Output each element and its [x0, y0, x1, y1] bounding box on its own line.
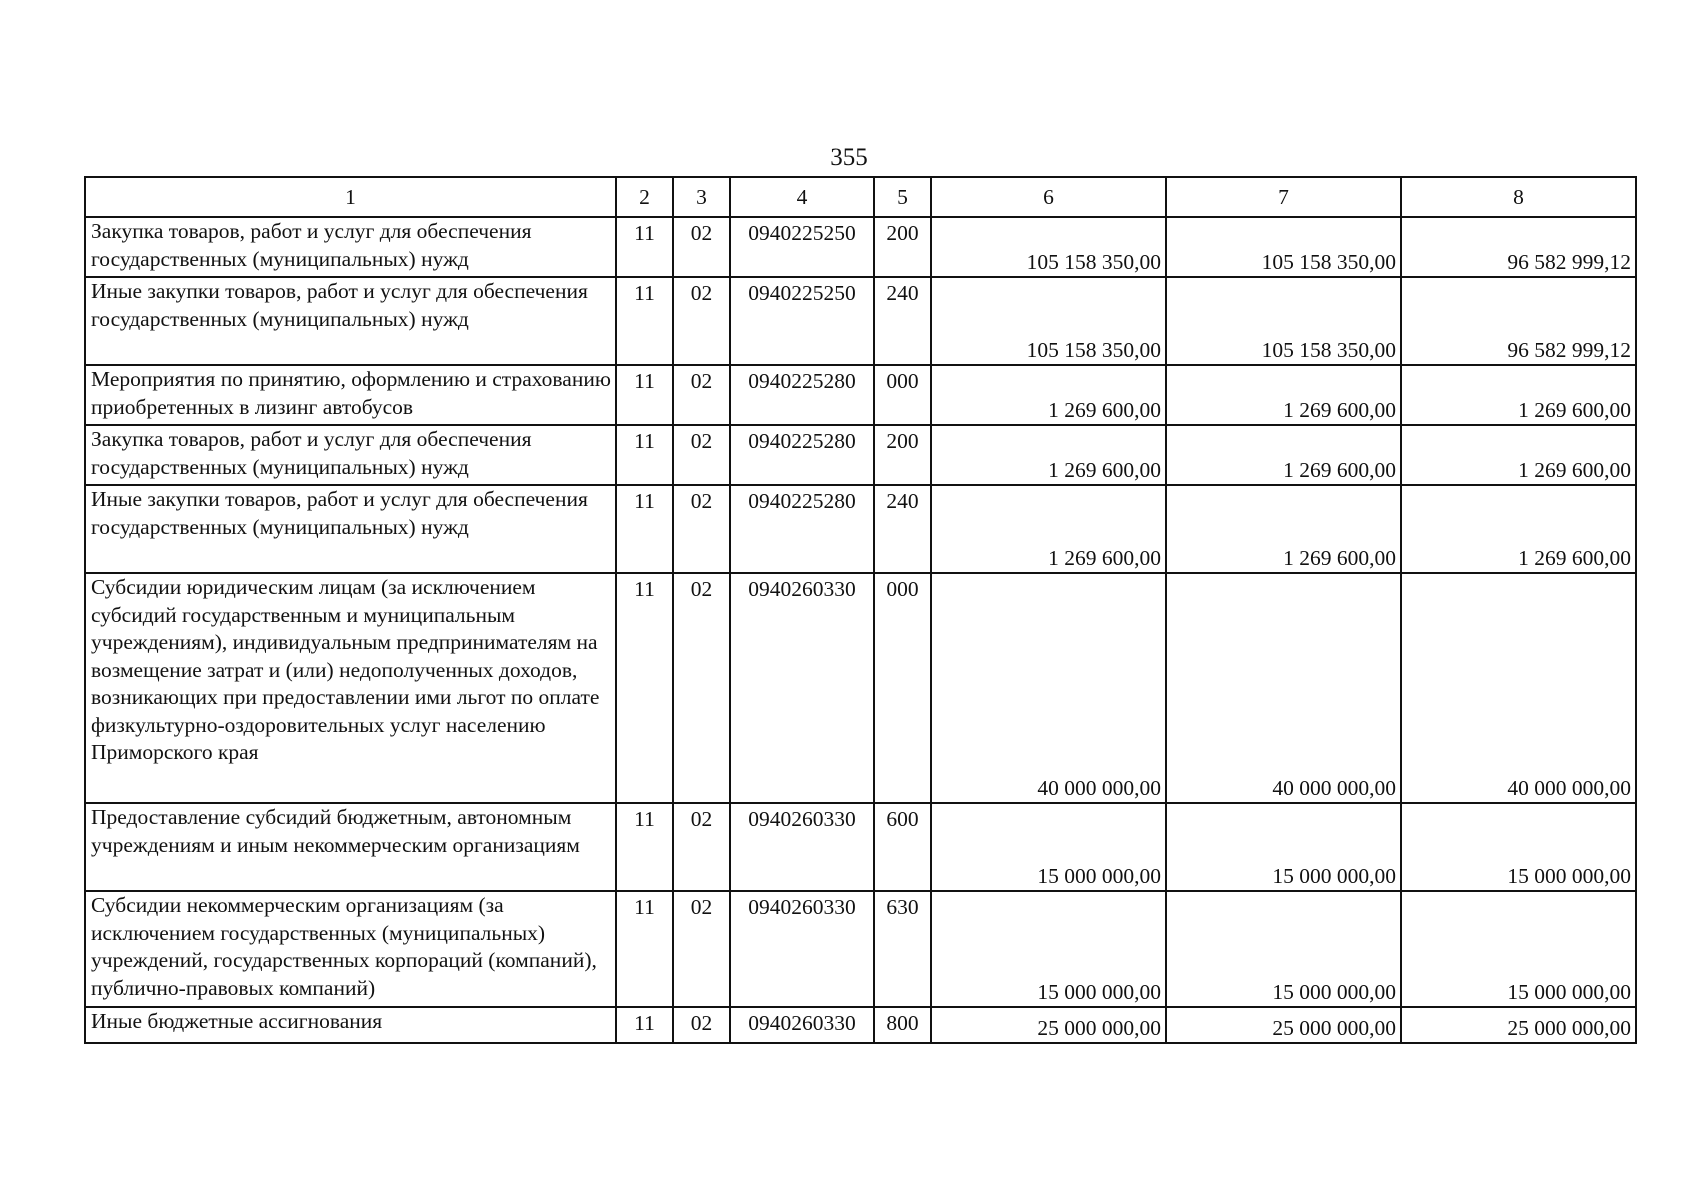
amount-cell-6: 1 269 600,00: [931, 485, 1166, 573]
table-row: [85, 485, 1636, 573]
section-code-cell: 11: [616, 425, 673, 485]
item-name-cell: Мероприятия по принятию, оформлению и страхованию приобретенных в лизинг автобусов: [85, 365, 616, 425]
header-cell: 7: [1166, 177, 1401, 217]
header-cell: 8: [1401, 177, 1636, 217]
expense-type-cell: 200: [874, 217, 931, 277]
item-name-cell: Иные закупки товаров, работ и услуг для обеспечения государственных (муниципальных) нужд: [85, 485, 616, 573]
amount-cell-7: 1 269 600,00: [1166, 485, 1401, 573]
amount-cell-8: 15 000 000,00: [1401, 891, 1636, 1007]
target-article-cell: 0940260330: [730, 803, 874, 891]
amount-cell-6: 1 269 600,00: [931, 365, 1166, 425]
page-number: 355: [830, 144, 868, 171]
amount-cell-7: 25 000 000,00: [1166, 1007, 1401, 1043]
section-code-cell: 11: [616, 277, 673, 365]
item-name-cell: Субсидии некоммерческим организациям (за исключением государственных (муниципальных) учреждений, государственных корпораций (компаний), публично-правовых компаний): [85, 891, 616, 1007]
expense-type-cell: 000: [874, 365, 931, 425]
subsection-code-cell: 02: [673, 803, 730, 891]
expense-type-cell: 200: [874, 425, 931, 485]
section-code-cell: 11: [616, 365, 673, 425]
subsection-code-cell: 02: [673, 217, 730, 277]
target-article-cell: 0940225250: [730, 217, 874, 277]
table-row: [85, 573, 1636, 803]
amount-cell-8: 15 000 000,00: [1401, 803, 1636, 891]
amount-cell-7: 105 158 350,00: [1166, 277, 1401, 365]
item-name-cell: Предоставление субсидий бюджетным, автономным учреждениям и иным некоммерческим организациям: [85, 803, 616, 891]
expense-type-cell: 240: [874, 485, 931, 573]
header-cell: 1: [85, 177, 616, 217]
amount-cell-8: 96 582 999,12: [1401, 277, 1636, 365]
section-code-cell: 11: [616, 217, 673, 277]
amount-cell-6: 1 269 600,00: [931, 425, 1166, 485]
amount-cell-6: 25 000 000,00: [931, 1007, 1166, 1043]
table-row: [85, 891, 1636, 1007]
amount-cell-8: 1 269 600,00: [1401, 365, 1636, 425]
target-article-cell: 0940260330: [730, 891, 874, 1007]
amount-cell-7: 15 000 000,00: [1166, 891, 1401, 1007]
target-article-cell: 0940225280: [730, 365, 874, 425]
header-cell: 5: [874, 177, 931, 217]
target-article-cell: 0940260330: [730, 1007, 874, 1043]
table-body: [85, 177, 1636, 1043]
subsection-code-cell: 02: [673, 1007, 730, 1043]
target-article-cell: 0940225280: [730, 425, 874, 485]
header-cell: 6: [931, 177, 1166, 217]
section-code-cell: 11: [616, 485, 673, 573]
amount-cell-7: 105 158 350,00: [1166, 217, 1401, 277]
expense-type-cell: 600: [874, 803, 931, 891]
header-cell: 3: [673, 177, 730, 217]
section-code-cell: 11: [616, 891, 673, 1007]
item-name-cell: Субсидии юридическим лицам (за исключением субсидий государственным и муниципальным учреждениям), индивидуальным предпринимателям на возмещение затрат и (или) недополученных доходов, возникающих при предоставлении ими льгот по оплате физкультурно-оздоровительных услуг населению Приморского края: [85, 573, 616, 803]
table-row: [85, 425, 1636, 485]
subsection-code-cell: 02: [673, 485, 730, 573]
subsection-code-cell: 02: [673, 573, 730, 803]
amount-cell-6: 40 000 000,00: [931, 573, 1166, 803]
section-code-cell: 11: [616, 803, 673, 891]
subsection-code-cell: 02: [673, 365, 730, 425]
target-article-cell: 0940225280: [730, 485, 874, 573]
expense-type-cell: 000: [874, 573, 931, 803]
item-name-cell: Закупка товаров, работ и услуг для обеспечения государственных (муниципальных) нужд: [85, 425, 616, 485]
amount-cell-8: 1 269 600,00: [1401, 425, 1636, 485]
table-row: [85, 803, 1636, 891]
subsection-code-cell: 02: [673, 425, 730, 485]
subsection-code-cell: 02: [673, 891, 730, 1007]
table-row: [85, 217, 1636, 277]
amount-cell-6: 15 000 000,00: [931, 803, 1166, 891]
header-cell: 4: [730, 177, 874, 217]
table-row: [85, 1007, 1636, 1043]
subsection-code-cell: 02: [673, 277, 730, 365]
amount-cell-7: 15 000 000,00: [1166, 803, 1401, 891]
target-article-cell: 0940260330: [730, 573, 874, 803]
expense-type-cell: 800: [874, 1007, 931, 1043]
section-code-cell: 11: [616, 573, 673, 803]
target-article-cell: 0940225250: [730, 277, 874, 365]
amount-cell-6: 15 000 000,00: [931, 891, 1166, 1007]
section-code-cell: 11: [616, 1007, 673, 1043]
amount-cell-7: 40 000 000,00: [1166, 573, 1401, 803]
table-row: [85, 365, 1636, 425]
amount-cell-8: 96 582 999,12: [1401, 217, 1636, 277]
amount-cell-6: 105 158 350,00: [931, 217, 1166, 277]
expense-type-cell: 240: [874, 277, 931, 365]
item-name-cell: Иные закупки товаров, работ и услуг для обеспечения государственных (муниципальных) нужд: [85, 277, 616, 365]
table-row: [85, 277, 1636, 365]
header-cell: 2: [616, 177, 673, 217]
amount-cell-8: 40 000 000,00: [1401, 573, 1636, 803]
item-name-cell: Иные бюджетные ассигнования: [85, 1007, 616, 1043]
amount-cell-8: 1 269 600,00: [1401, 485, 1636, 573]
amount-cell-7: 1 269 600,00: [1166, 425, 1401, 485]
expense-type-cell: 630: [874, 891, 931, 1007]
amount-cell-7: 1 269 600,00: [1166, 365, 1401, 425]
header-row: [85, 177, 1636, 217]
amount-cell-6: 105 158 350,00: [931, 277, 1166, 365]
item-name-cell: Закупка товаров, работ и услуг для обеспечения государственных (муниципальных) нужд: [85, 217, 616, 277]
amount-cell-8: 25 000 000,00: [1401, 1007, 1636, 1043]
budget-table: [84, 176, 1637, 1044]
